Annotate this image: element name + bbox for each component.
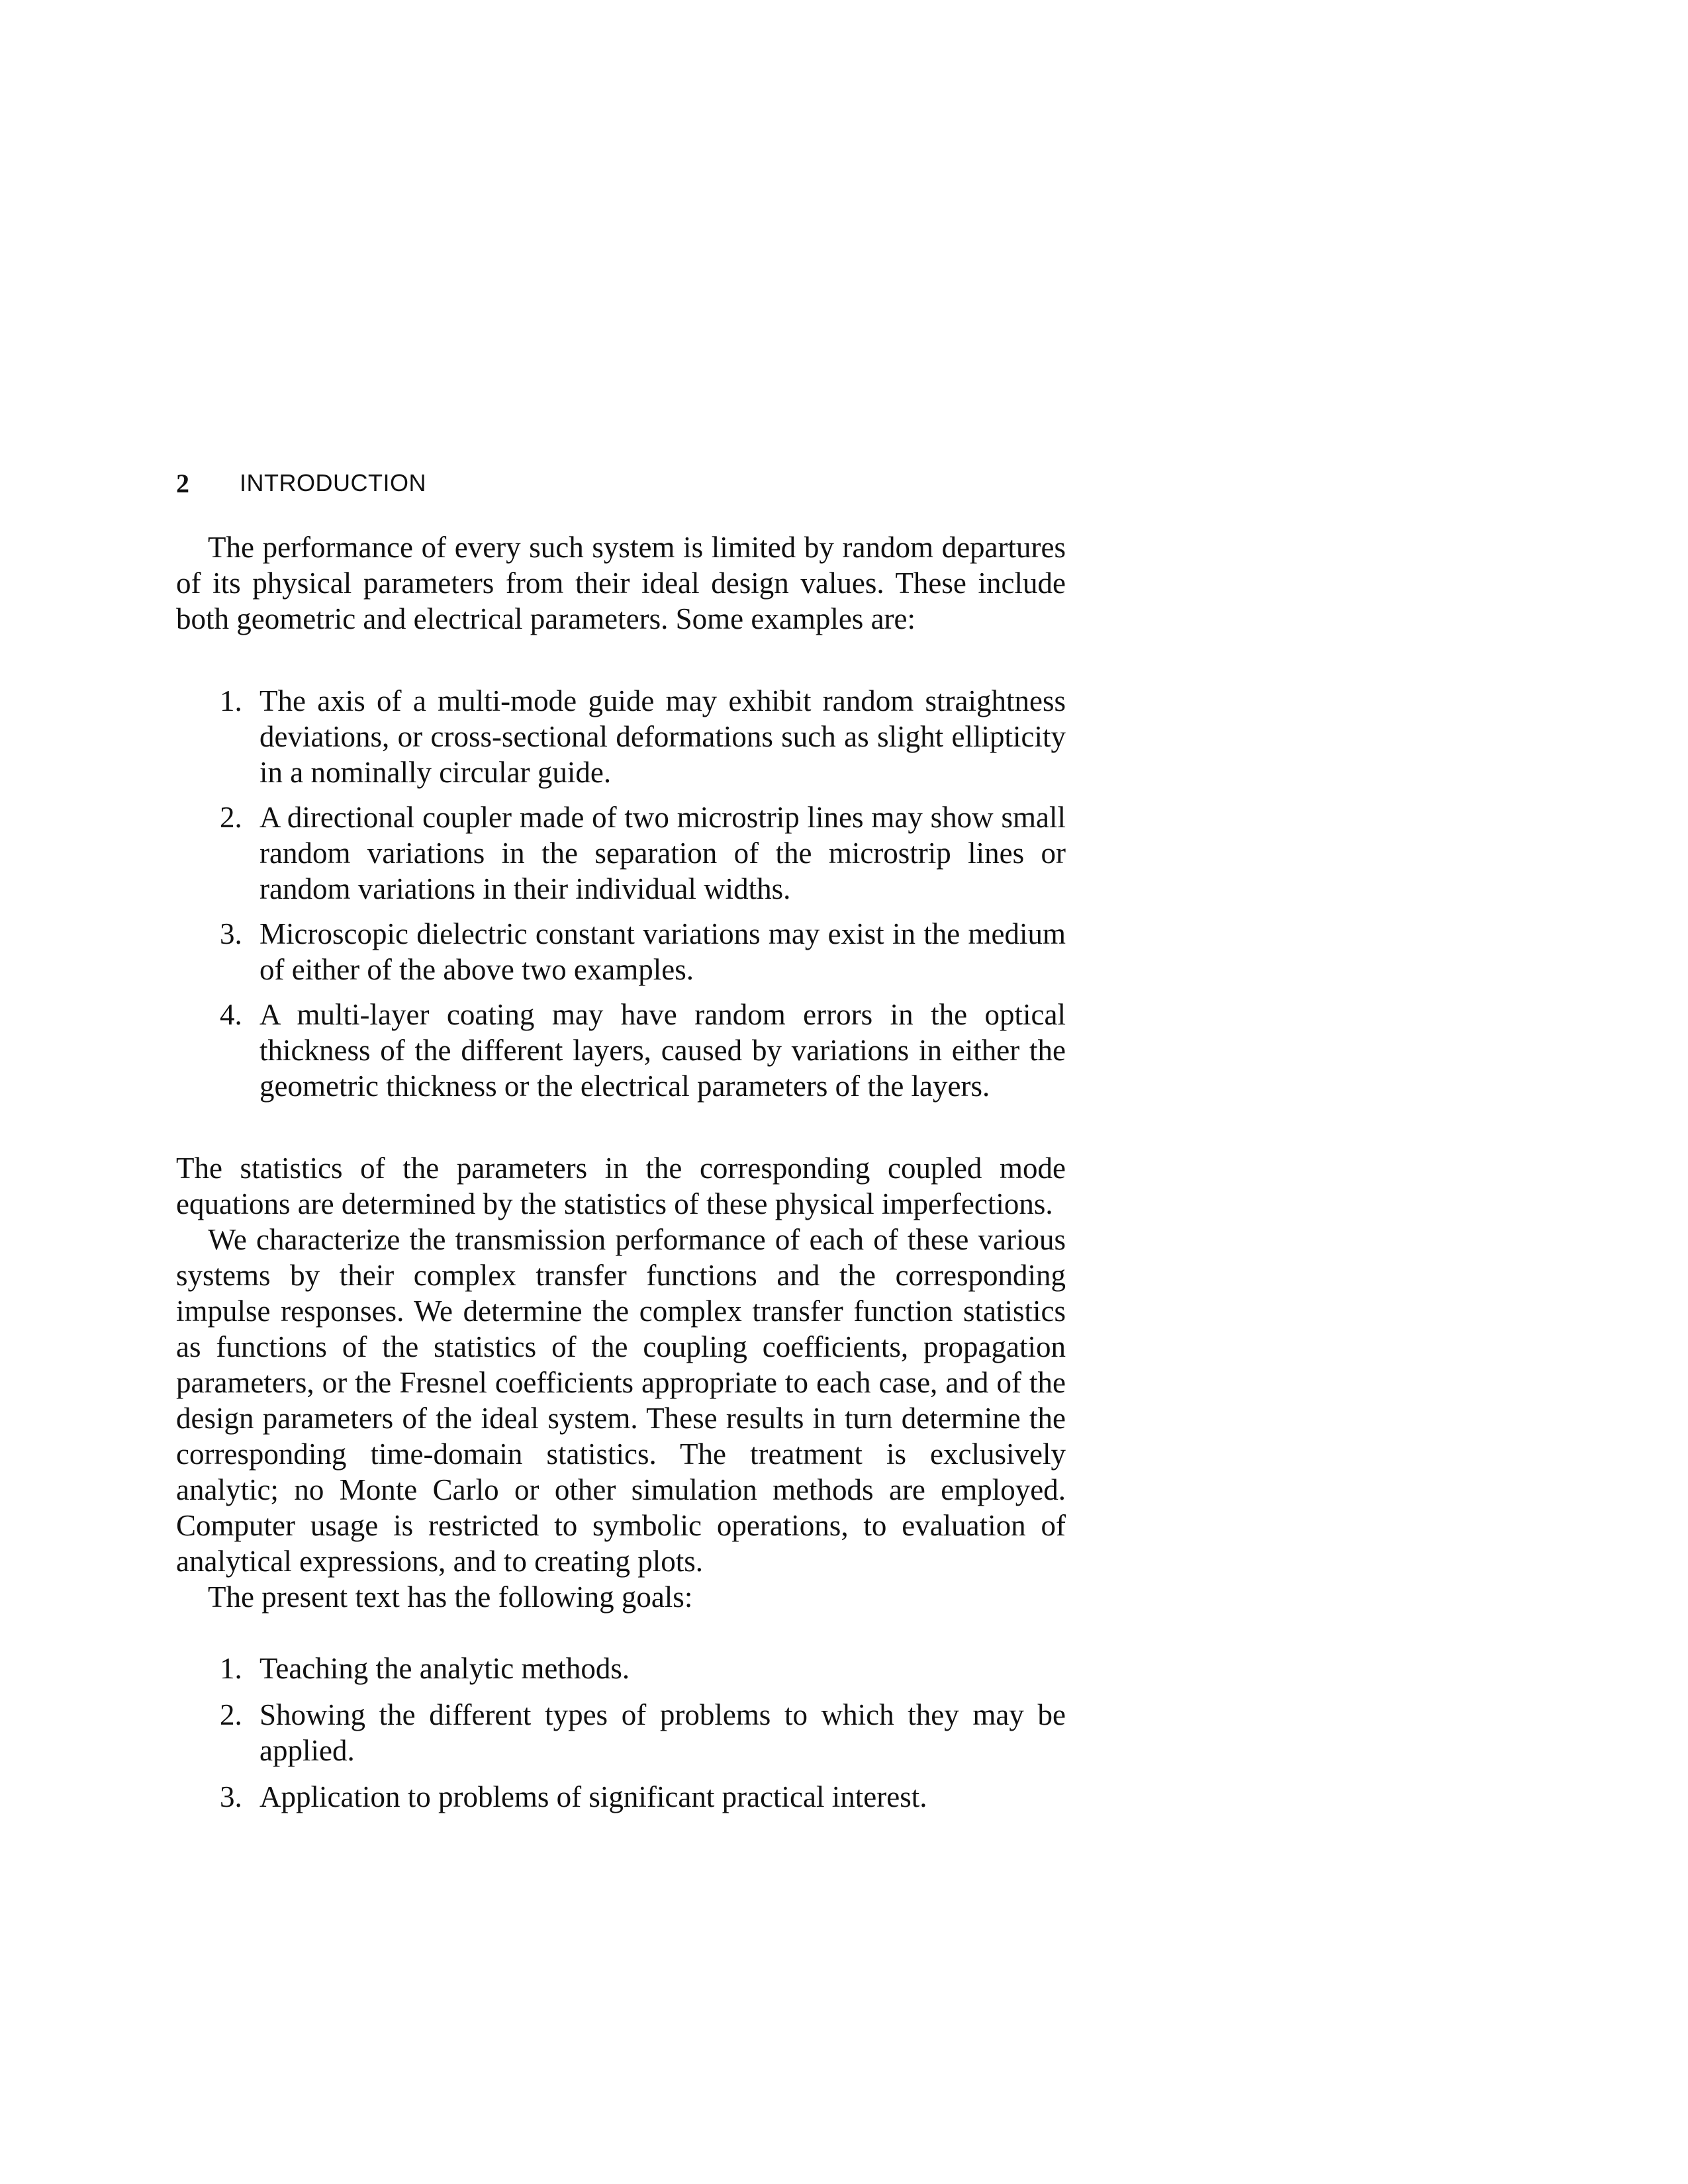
list-item xyxy=(176,799,1066,907)
list-item xyxy=(176,1697,1066,1768)
page-number: 2 xyxy=(176,468,189,498)
list-item-number: 3. xyxy=(220,1780,242,1813)
list-item-text: The axis of a multi-mode guide may exhibit random straightness deviations, or cross-sectional deformations such as slight ellipticity in a nominally circular guide. xyxy=(259,684,1066,789)
list-item-number: 2. xyxy=(220,1698,242,1731)
list-item-number: 2. xyxy=(220,801,242,834)
list-item xyxy=(176,1779,1066,1815)
list-item-text: Microscopic dielectric constant variations may exist in the medium of either of the above two examples. xyxy=(259,917,1066,986)
book-page xyxy=(176,457,1066,1825)
list-item-number: 1. xyxy=(220,684,242,717)
paragraph-3: We characterize the transmission performance of each of these various systems by their complex transfer functions and the corresponding impulse responses. We determine the complex transfer function statistics as functions of the statistics of the coupling coefficients, propagation parameters, or the Fresnel coefficients appropriate to each case, and of the design parameters of the ideal system. These results in turn determine the corresponding time-domain statistics. The treatment is exclusively analytic; no Monte Carlo or other simulation methods are employed. Computer usage is restricted to symbolic operations, to evaluation of analytical expressions, and to creating plots. xyxy=(176,1223,1066,1578)
paragraph-4: The present text has the following goals: xyxy=(208,1580,693,1614)
list-item xyxy=(176,997,1066,1104)
list-item-text: A multi-layer coating may have random errors in the optical thickness of the different layers, caused by variations in either the geometric thickness or the electrical parameters of the layers. xyxy=(259,998,1066,1103)
goals-list xyxy=(176,1651,1066,1815)
list-item-number: 1. xyxy=(220,1652,242,1685)
list-item-text: Teaching the analytic methods. xyxy=(259,1652,630,1685)
list-item-text: Application to problems of significant practical interest. xyxy=(259,1780,927,1813)
list-item-number: 3. xyxy=(220,917,242,950)
paragraph-1: The performance of every such system is limited by random departures of its physical parameters from their ideal design values. These include both geometric and electrical parameters. Some examples are: xyxy=(176,531,1066,635)
running-head xyxy=(176,457,1066,510)
list-item xyxy=(176,1651,1066,1686)
examples-list xyxy=(176,683,1066,1104)
paragraph-2: The statistics of the parameters in the corresponding coupled mode equations are determined by the statistics of these physical imperfections. xyxy=(176,1152,1066,1220)
list-item-text: Showing the different types of problems to which they may be applied. xyxy=(259,1698,1066,1767)
list-item xyxy=(176,916,1066,987)
list-item xyxy=(176,683,1066,790)
list-item-text: A directional coupler made of two microstrip lines may show small random variations in the separation of the microstrip lines or random variations in their individual widths. xyxy=(259,801,1066,905)
section-title: INTRODUCTION xyxy=(240,469,426,496)
list-item-number: 4. xyxy=(220,998,242,1031)
